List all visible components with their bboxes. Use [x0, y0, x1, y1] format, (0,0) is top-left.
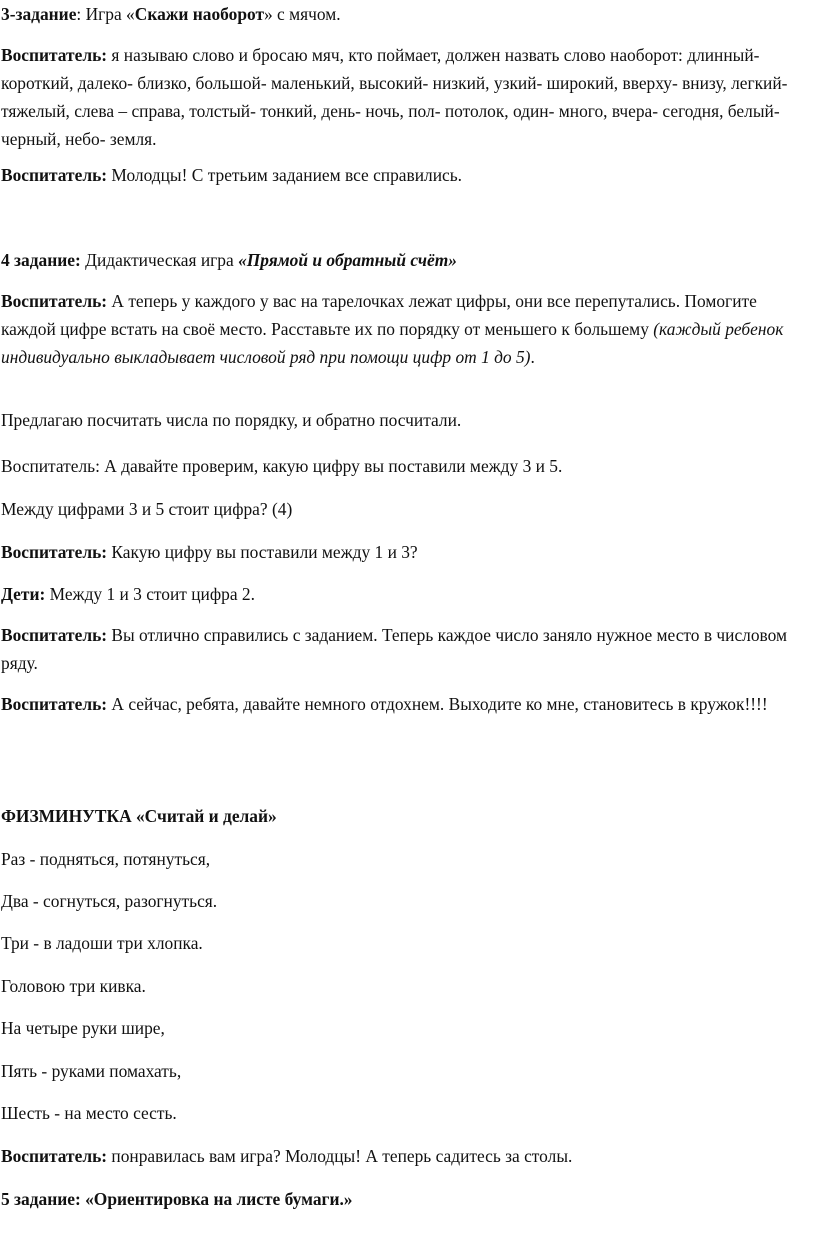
closing-text: понравилась вам игра? Молодцы! А теперь садитесь за столы.	[107, 1146, 573, 1166]
task4-p8-text: А сейчас, ребята, давайте немного отдохнем. Выходите ко мне, становитесь в кружок!!!!	[107, 694, 768, 714]
task4-p1-text: А теперь у каждого у вас на тарелочках лежат цифры, они все перепутались. Помогите каждой цифре встать на своё место. Расставьте их по порядку от меньшего к большему	[1, 291, 757, 339]
task4-paragraph-6	[1, 580, 811, 608]
task3-heading-title: Скажи наоборот	[134, 4, 265, 24]
fizminutka-title: ФИЗМИНУТКА «Считай и делай»	[1, 806, 277, 826]
task4-paragraph-7	[1, 621, 811, 677]
task3-heading-label: 3-задание	[1, 4, 77, 24]
fizminutka-line: Два - согнуться, разогнуться.	[1, 891, 218, 911]
task4-paragraph-5	[1, 538, 811, 566]
fizminutka-line: Шесть - на место сесть.	[1, 1103, 177, 1123]
task3-praise-speaker: Воспитатель:	[1, 165, 108, 185]
task4-paragraph-3: Воспитатель: А давайте проверим, какую цифру вы поставили между 3 и 5.	[1, 456, 563, 476]
task4-p5-text: Какую цифру вы поставили между 1 и 3?	[107, 542, 418, 562]
task3-speaker: Воспитатель:	[1, 45, 108, 65]
task3-praise-text: Молодцы! С третьим заданием все справились.	[107, 165, 463, 185]
task4-p6-text: Между 1 и 3 стоит цифра 2.	[45, 584, 255, 604]
task5-heading: 5 задание: «Ориентировка на листе бумаги.»	[1, 1189, 353, 1209]
task4-heading-title: «Прямой и обратный счёт»	[238, 250, 457, 270]
fizminutka-closing	[1, 1142, 811, 1170]
task4-p6-speaker: Дети:	[1, 584, 46, 604]
task3-heading-pre: : Игра «	[76, 4, 135, 24]
task3-praise	[1, 161, 811, 189]
task4-paragraph-8	[1, 690, 811, 718]
fizminutka-line: Раз - подняться, потянуться,	[1, 849, 211, 869]
fizminutka-line: Головою три кивка.	[1, 976, 146, 996]
task4-p5-speaker: Воспитатель:	[1, 542, 108, 562]
task4-paragraph-1	[1, 287, 811, 371]
task4-heading-pre: Дидактическая игра	[80, 250, 239, 270]
task3-heading	[1, 0, 811, 28]
fizminutka-line: Пять - руками помахать,	[1, 1061, 182, 1081]
task4-paragraph-4: Между цифрами 3 и 5 стоит цифра? (4)	[1, 499, 293, 519]
closing-speaker: Воспитатель:	[1, 1146, 108, 1166]
task3-text: я называю слово и бросаю мяч, кто поймает, должен назвать слово наоборот: длинный- короткий, далеко- близко, большой- маленький, высокий- низкий, узкий- широкий, вверху- внизу, легкий- тяжелый, слева – справа, толстый- тонкий, день- ночь, пол- потолок, один- много, вчера- сегодня, белый- черный, небо- земля.	[1, 45, 788, 149]
task3-paragraph	[1, 41, 811, 153]
task4-p8-speaker: Воспитатель:	[1, 694, 108, 714]
task4-p7-speaker: Воспитатель:	[1, 625, 108, 645]
fizminutka-line: На четыре руки шире,	[1, 1018, 165, 1038]
fizminutka-line: Три - в ладоши три хлопка.	[1, 933, 203, 953]
task4-paragraph-2: Предлагаю посчитать числа по порядку, и обратно посчитали.	[1, 410, 462, 430]
task4-p1-speaker: Воспитатель:	[1, 291, 108, 311]
task3-heading-post: » с мячом.	[264, 4, 341, 24]
task4-p7-text: Вы отлично справились с заданием. Теперь каждое число заняло нужное место в числовом ряду.	[1, 625, 788, 673]
task4-heading	[1, 246, 811, 274]
task4-p1-italic: (каждый ребенок индивидуально выкладывает числовой ряд при помощи цифр от 1 до 5)	[1, 319, 784, 367]
task4-p1-end: .	[530, 347, 535, 367]
task4-heading-label: 4 задание:	[1, 250, 81, 270]
